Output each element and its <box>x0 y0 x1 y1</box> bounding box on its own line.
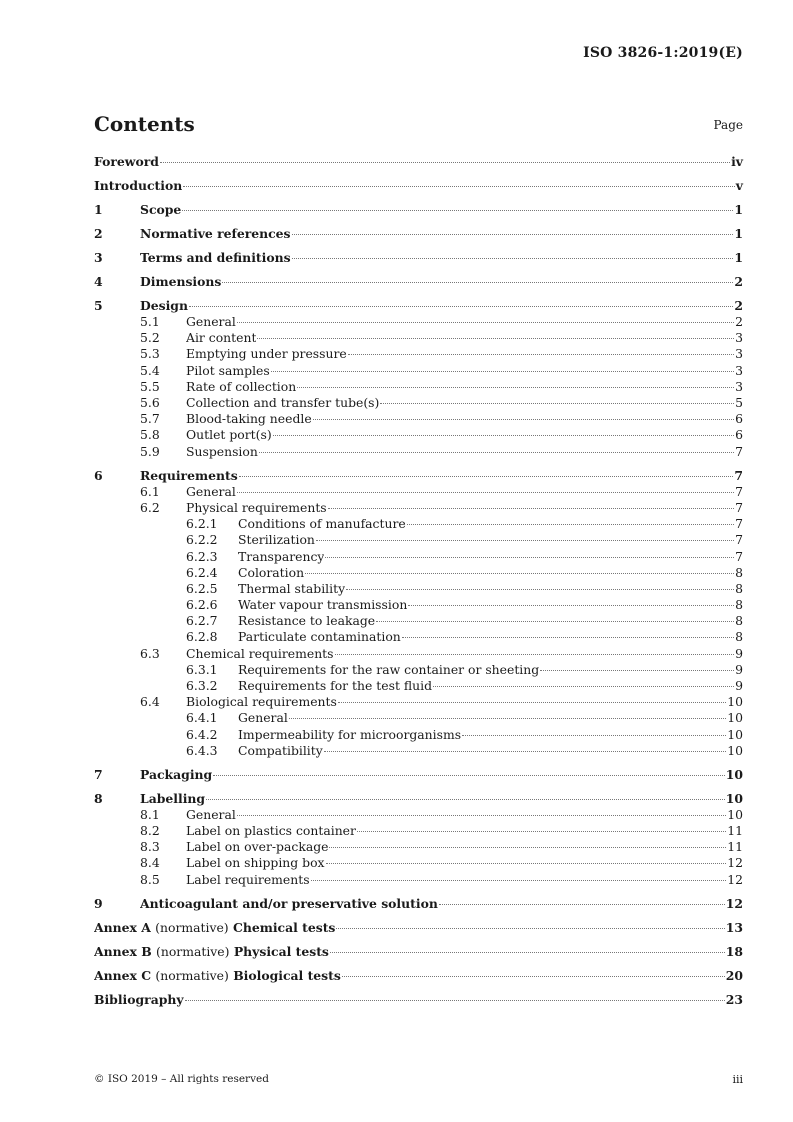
annex-label: Annex C <box>94 967 152 983</box>
toc-entry-page: 7 <box>735 483 743 499</box>
annex-label: Annex B <box>94 943 152 959</box>
toc-entry-title: Design <box>140 297 188 313</box>
toc-entry-number: 6.2.2 <box>186 532 218 548</box>
toc-entry-subclause[interactable] <box>94 395 743 411</box>
toc-entry-title: Introduction <box>94 177 183 193</box>
toc-entry-number: 6.3.2 <box>186 678 218 694</box>
toc-entry-title: Anticoagulant and/or preservative solution <box>140 895 438 911</box>
toc-entry-subsubclause[interactable] <box>94 710 743 726</box>
toc-entry-number: 8.1 <box>140 806 160 822</box>
toc-entry-title: General <box>186 806 236 822</box>
toc-entry-page: 6 <box>735 427 743 443</box>
toc-entry-subsubclause[interactable] <box>94 743 743 759</box>
dot-leader <box>292 234 734 235</box>
toc-entry-title: General <box>186 483 236 499</box>
toc-entry-page: 7 <box>735 443 743 459</box>
dot-leader <box>183 186 735 187</box>
toc-entry-page: 1 <box>734 249 743 265</box>
toc-entry-number: 6.2.6 <box>186 597 218 613</box>
toc-entry-subsubclause[interactable] <box>94 516 743 532</box>
toc-entry-subclause[interactable] <box>94 855 743 871</box>
annex-normative: (normative) <box>156 943 230 959</box>
toc-entry-subsubclause[interactable] <box>94 565 743 581</box>
toc-entry-page: 7 <box>735 516 743 532</box>
toc-entry-page: 10 <box>727 742 743 758</box>
contents-title: Contents <box>94 112 195 136</box>
toc-entry-title: Transparency <box>238 548 325 564</box>
toc-entry-number: 9 <box>94 895 103 911</box>
toc-entry-subclause[interactable] <box>94 872 743 888</box>
toc-entry-title: Air content <box>186 330 257 346</box>
toc-entry-title: Particulate contamination <box>238 629 401 645</box>
toc-entry-number: 6.2.8 <box>186 629 218 645</box>
toc-entry-page: 2 <box>735 314 743 330</box>
toc-entry-page: 9 <box>735 645 743 661</box>
annex-label: Annex A <box>94 919 151 935</box>
toc-entry-title: Terms and definitions <box>140 249 291 265</box>
dot-leader <box>273 435 734 436</box>
toc-entry-number: 7 <box>94 766 103 782</box>
dot-leader <box>329 847 726 848</box>
toc-entry-annex-a[interactable] <box>94 920 743 936</box>
toc-entry-title: Outlet port(s) <box>186 427 272 443</box>
dot-leader <box>335 654 735 655</box>
toc-entry-number: 5.7 <box>140 411 160 427</box>
toc-entry-page: 9 <box>735 678 743 694</box>
dot-leader <box>213 775 725 776</box>
toc-entry-clause-2[interactable] <box>94 226 743 242</box>
toc-entry-page: 12 <box>725 895 743 911</box>
toc-entry-page: 7 <box>735 532 743 548</box>
dot-leader <box>189 306 733 307</box>
toc-entry-title: Biological requirements <box>186 694 337 710</box>
toc-entry-title: Physical requirements <box>186 499 327 515</box>
toc-entry-page: 10 <box>727 806 743 822</box>
toc-entry-clause-4[interactable] <box>94 274 743 290</box>
toc-entry-title: Label requirements <box>186 871 310 887</box>
dot-leader <box>206 799 725 800</box>
toc-entry-title: Resistance to leakage <box>238 613 376 629</box>
toc-entry-number: 5.8 <box>140 427 160 443</box>
dot-leader <box>289 718 726 719</box>
toc-entry-title <box>94 920 335 936</box>
toc-entry-subsubclause[interactable] <box>94 613 743 629</box>
toc-entry-page: 7 <box>734 467 743 483</box>
toc-entry-annex-b[interactable] <box>94 944 743 960</box>
toc-entry-subsubclause[interactable] <box>94 629 743 645</box>
toc-entry-number: 2 <box>94 225 103 241</box>
toc-entry-page: 13 <box>725 919 743 935</box>
toc-entry-title: Scope <box>140 201 182 217</box>
toc-entry-subclause[interactable] <box>94 444 743 460</box>
toc-entry-subsubclause[interactable] <box>94 678 743 694</box>
toc-entry-number: 6.2 <box>140 499 160 515</box>
dot-leader <box>316 540 734 541</box>
toc-entry-subsubclause[interactable] <box>94 597 743 613</box>
toc-entry-title: Requirements for the raw container or sheeting <box>238 661 540 677</box>
dot-leader <box>357 831 726 832</box>
toc-entry-page: 1 <box>734 225 743 241</box>
toc-entry-title: Packaging <box>140 766 213 782</box>
toc-entry-subclause[interactable] <box>94 646 743 662</box>
toc-entry-page: 10 <box>727 694 743 710</box>
toc-entry-subsubclause[interactable] <box>94 581 743 597</box>
annex-subtitle: Chemical tests <box>232 919 336 935</box>
dot-leader <box>305 573 734 574</box>
toc-entry-number: 6 <box>94 467 103 483</box>
dot-leader <box>407 524 734 525</box>
toc-entry-title: Label on plastics container <box>186 823 356 839</box>
toc-entry-number: 6.4 <box>140 694 160 710</box>
dot-leader <box>313 419 734 420</box>
toc-entry-clause-7[interactable] <box>94 767 743 783</box>
toc-entry-number: 5.6 <box>140 395 160 411</box>
dot-leader <box>376 621 734 622</box>
toc-entry-subclause[interactable] <box>94 379 743 395</box>
toc-entry-subclause[interactable] <box>94 484 743 500</box>
table-of-contents <box>94 154 743 1008</box>
toc-entry-title: Rate of collection <box>186 378 297 394</box>
dot-leader <box>259 452 734 453</box>
toc-entry-page: 2 <box>734 273 743 289</box>
toc-entry-title: Impermeability for microorganisms <box>238 726 462 742</box>
toc-entry-number: 4 <box>94 273 103 289</box>
toc-entry-number: 6.4.3 <box>186 742 218 758</box>
toc-entry-number: 6.1 <box>140 483 160 499</box>
dot-leader <box>185 1000 725 1001</box>
dot-leader <box>408 605 734 606</box>
toc-entry-title: Thermal stability <box>238 580 346 596</box>
dot-leader <box>328 508 734 509</box>
toc-entry-title: General <box>186 314 236 330</box>
dot-leader <box>292 258 734 259</box>
dot-leader <box>402 637 734 638</box>
toc-entry-subclause[interactable] <box>94 500 743 516</box>
annex-subtitle: Physical tests <box>233 943 329 959</box>
dot-leader <box>326 863 727 864</box>
toc-entry-number: 6.3 <box>140 645 160 661</box>
toc-entry-title: Chemical requirements <box>186 645 334 661</box>
toc-entry-subclause[interactable] <box>94 363 743 379</box>
toc-entry-subclause[interactable] <box>94 427 743 443</box>
toc-entry-number: 6.2.4 <box>186 564 218 580</box>
dot-leader <box>325 557 734 558</box>
toc-entry-subclause[interactable] <box>94 839 743 855</box>
dot-leader <box>257 338 734 339</box>
toc-entry-title: Label on over-package <box>186 839 329 855</box>
toc-entry-page: 6 <box>735 411 743 427</box>
toc-entry-number: 8.2 <box>140 823 160 839</box>
toc-entry-page: 8 <box>735 564 743 580</box>
toc-entry-page: 10 <box>727 726 743 742</box>
dot-leader <box>540 670 734 671</box>
toc-entry-page: 5 <box>735 395 743 411</box>
toc-entry-page: 9 <box>735 661 743 677</box>
toc-entry-title: Labelling <box>140 790 206 806</box>
toc-entry-title: Sterilization <box>238 532 315 548</box>
toc-entry-page: 12 <box>727 871 743 887</box>
toc-entry-number: 5.1 <box>140 314 160 330</box>
toc-entry-title: Bibliography <box>94 991 184 1007</box>
toc-entry-title: Requirements for the test fluid <box>238 678 432 694</box>
toc-entry-title: Foreword <box>94 154 159 169</box>
dot-leader <box>160 162 730 163</box>
document-id: ISO 3826-1:2019(E) <box>583 45 743 61</box>
toc-entry-bibliography[interactable] <box>94 992 743 1008</box>
toc-entry-number: 5 <box>94 297 103 313</box>
toc-entry-number: 8.3 <box>140 839 160 855</box>
annex-subtitle: Biological tests <box>233 967 341 983</box>
toc-entry-number: 8.4 <box>140 855 160 871</box>
toc-entry-title: Suspension <box>186 443 258 459</box>
toc-entry-title: Normative references <box>140 225 291 241</box>
toc-entry-page: 10 <box>725 766 743 782</box>
dot-leader <box>462 735 726 736</box>
toc-entry-title: General <box>238 710 288 726</box>
toc-entry-introduction[interactable] <box>94 178 743 194</box>
toc-entry-page: 10 <box>725 790 743 806</box>
annex-normative: (normative) <box>155 919 229 935</box>
toc-entry-page: 3 <box>735 330 743 346</box>
footer-page-number: iii <box>732 1073 743 1086</box>
toc-entry-page: 18 <box>725 943 743 959</box>
dot-leader <box>342 976 725 977</box>
toc-entry-number: 6.2.7 <box>186 613 218 629</box>
dot-leader <box>297 387 734 388</box>
toc-entry-page: 12 <box>727 855 743 871</box>
toc-entry-number: 5.3 <box>140 346 160 362</box>
dot-leader <box>433 686 734 687</box>
toc-entry-subsubclause[interactable] <box>94 549 743 565</box>
toc-entry-subsubclause[interactable] <box>94 662 743 678</box>
toc-entry-clause-8[interactable] <box>94 791 743 807</box>
toc-entry-subclause[interactable] <box>94 314 743 330</box>
toc-entry-annex-c[interactable] <box>94 968 743 984</box>
toc-entry-page: 23 <box>725 991 743 1007</box>
toc-entry-number: 5.2 <box>140 330 160 346</box>
toc-entry-number: 6.2.1 <box>186 516 218 532</box>
toc-entry-title: Coloration <box>238 564 305 580</box>
dot-leader <box>324 751 726 752</box>
toc-entry-number: 5.9 <box>140 443 160 459</box>
dot-leader <box>182 210 733 211</box>
toc-entry-number: 6.4.2 <box>186 726 218 742</box>
dot-leader <box>311 880 727 881</box>
toc-entry-title: Dimensions <box>140 273 222 289</box>
dot-leader <box>439 904 725 905</box>
toc-entry-clause-6[interactable] <box>94 468 743 484</box>
toc-entry-page: 8 <box>735 629 743 645</box>
annex-normative: (normative) <box>155 967 229 983</box>
footer-copyright: © ISO 2019 – All rights reserved <box>94 1073 269 1085</box>
toc-entry-page: v <box>735 177 743 193</box>
toc-entry-page: 3 <box>735 362 743 378</box>
toc-entry-subclause[interactable] <box>94 823 743 839</box>
toc-entry-page: 3 <box>735 346 743 362</box>
dot-leader <box>222 282 733 283</box>
dot-leader <box>348 354 734 355</box>
dot-leader <box>239 476 734 477</box>
toc-entry-page: 1 <box>734 201 743 217</box>
toc-entry-title: Compatibility <box>238 742 323 758</box>
toc-entry-page: 20 <box>725 967 743 983</box>
toc-entry-page: 11 <box>727 823 743 839</box>
toc-entry-foreword[interactable] <box>94 154 743 170</box>
toc-entry-page: iv <box>731 154 743 169</box>
toc-entry-page: 7 <box>735 548 743 564</box>
dot-leader <box>237 322 734 323</box>
toc-entry-subclause[interactable] <box>94 807 743 823</box>
dot-leader <box>336 928 724 929</box>
dot-leader <box>330 952 725 953</box>
toc-entry-subclause[interactable] <box>94 411 743 427</box>
toc-entry-number: 6.3.1 <box>186 661 218 677</box>
toc-entry-subsubclause[interactable] <box>94 727 743 743</box>
toc-entry-clause-9[interactable] <box>94 896 743 912</box>
toc-entry-number: 8 <box>94 790 103 806</box>
toc-entry-number: 6.4.1 <box>186 710 218 726</box>
dot-leader <box>237 815 726 816</box>
toc-entry-number: 5.5 <box>140 378 160 394</box>
dot-leader <box>237 492 734 493</box>
page-column-label: Page <box>713 118 743 132</box>
dot-leader <box>346 589 734 590</box>
toc-entry-page: 8 <box>735 580 743 596</box>
toc-entry-page: 8 <box>735 597 743 613</box>
toc-entry-number: 1 <box>94 201 103 217</box>
dot-leader <box>338 702 726 703</box>
dot-leader <box>271 371 734 372</box>
toc-entry-title <box>94 968 341 984</box>
toc-entry-page: 8 <box>735 613 743 629</box>
toc-entry-clause-1[interactable] <box>94 202 743 218</box>
toc-entry-title: Label on shipping box <box>186 855 325 871</box>
toc-entry-number: 6.2.3 <box>186 548 218 564</box>
toc-entry-number: 3 <box>94 249 103 265</box>
toc-entry-title: Blood-taking needle <box>186 411 312 427</box>
toc-entry-number: 5.4 <box>140 362 160 378</box>
toc-entry-subclause[interactable] <box>94 346 743 362</box>
toc-entry-clause-5[interactable] <box>94 298 743 314</box>
toc-entry-title: Conditions of manufacture <box>238 516 406 532</box>
toc-entry-title <box>94 944 329 960</box>
toc-entry-number: 6.2.5 <box>186 580 218 596</box>
toc-entry-title: Collection and transfer tube(s) <box>186 395 380 411</box>
toc-entry-page: 2 <box>734 297 743 313</box>
toc-entry-title: Pilot samples <box>186 362 270 378</box>
toc-entry-subclause[interactable] <box>94 330 743 346</box>
toc-entry-page: 3 <box>735 378 743 394</box>
toc-entry-page: 10 <box>727 710 743 726</box>
toc-entry-subclause[interactable] <box>94 694 743 710</box>
toc-entry-number: 8.5 <box>140 871 160 887</box>
toc-entry-page: 7 <box>735 499 743 515</box>
toc-entry-subsubclause[interactable] <box>94 532 743 548</box>
toc-entry-page: 11 <box>727 839 743 855</box>
toc-entry-clause-3[interactable] <box>94 250 743 266</box>
toc-entry-title: Emptying under pressure <box>186 346 347 362</box>
dot-leader <box>380 403 734 404</box>
toc-entry-title: Water vapour transmission <box>238 597 408 613</box>
toc-entry-title: Requirements <box>140 467 238 483</box>
